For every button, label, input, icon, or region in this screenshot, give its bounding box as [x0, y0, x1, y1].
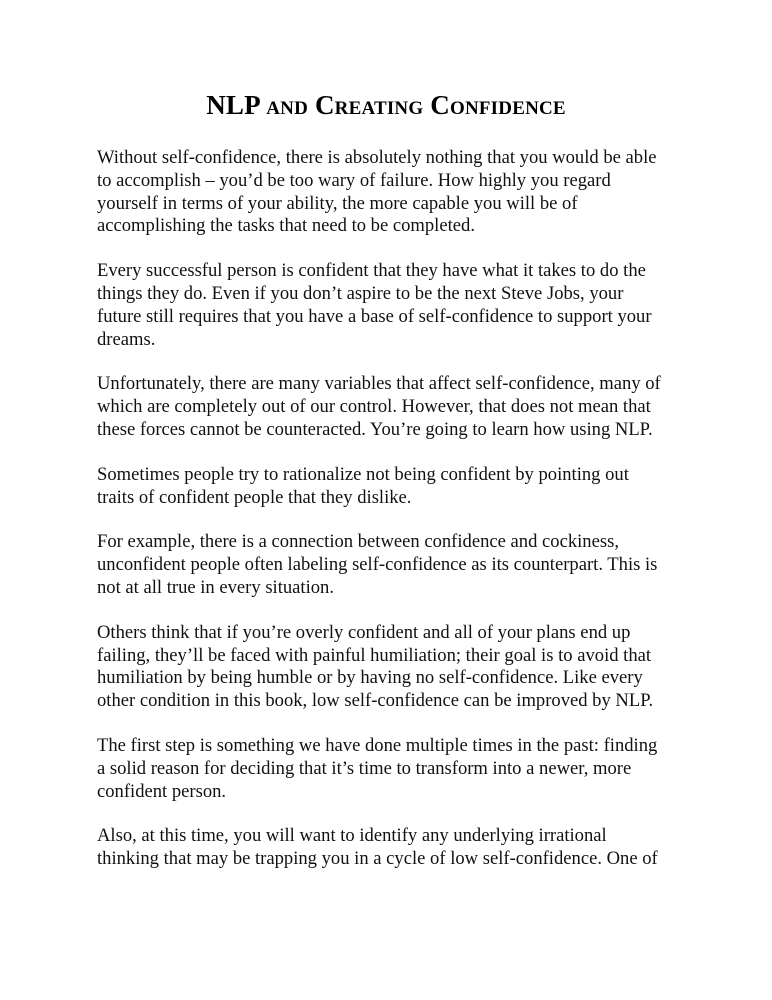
text-line: dreams.	[97, 328, 156, 350]
text-line: Also, at this time, you will want to identify any underlying irrational	[97, 825, 607, 847]
page-title: NLP and Creating Confidence	[206, 90, 566, 120]
paragraph-4	[97, 464, 697, 510]
text-line: Others think that if you’re overly confident and all of your plans end up	[97, 621, 631, 643]
paragraph-1	[97, 147, 697, 238]
text-line: future still requires that you have a base of self-confidence to support your	[97, 305, 652, 327]
text-line: For example, there is a connection between confidence and cockiness,	[97, 531, 619, 553]
text-line: to accomplish – you’d be too wary of failure. How highly you regard	[97, 169, 611, 191]
text-line: confident person.	[97, 780, 227, 802]
text-line: accomplishing the tasks that need to be completed.	[97, 215, 475, 237]
text-line: humiliation by being humble or by having no self-confidence. Like every	[97, 667, 643, 689]
paragraph-3	[97, 373, 697, 441]
text-line: Sometimes people try to rationalize not being confident by pointing out	[97, 463, 629, 485]
text-line: failing, they’ll be faced with painful humiliation; their goal is to avoid that	[97, 644, 652, 666]
text-line: thinking that may be trapping you in a cycle of low self-confidence. One of	[97, 848, 658, 870]
text-line: Unfortunately, there are many variables that affect self-confidence, many of	[97, 373, 661, 395]
text-line: Every successful person is confident that they have what it takes to do the	[97, 260, 646, 282]
text-line: yourself in terms of your ability, the more capable you will be of	[97, 192, 578, 214]
paragraph-6	[97, 622, 697, 713]
text-line: things they do. Even if you don’t aspire to be the next Steve Jobs, your	[97, 282, 624, 304]
document-body	[97, 147, 697, 893]
text-line: The first step is something we have done multiple times in the past: finding	[97, 734, 658, 756]
text-line: these forces cannot be counteracted. You’re going to learn how using NLP.	[97, 418, 653, 440]
text-line: which are completely out of our control. However, that does not mean that	[97, 396, 651, 418]
text-line: other condition in this book, low self-confidence can be improved by NLP.	[97, 690, 654, 712]
paragraph-5	[97, 531, 697, 599]
text-line: not at all true in every situation.	[97, 576, 335, 598]
paragraph-8	[97, 825, 697, 871]
paragraph-2	[97, 260, 697, 351]
text-line: traits of confident people that they dislike.	[97, 486, 412, 508]
text-line: unconfident people often labeling self-confidence as its counterpart. This is	[97, 554, 658, 576]
paragraph-7	[97, 735, 697, 803]
text-line: a solid reason for deciding that it’s time to transform into a newer, more	[97, 757, 632, 779]
text-line: Without self-confidence, there is absolutely nothing that you would be able	[97, 147, 657, 168]
